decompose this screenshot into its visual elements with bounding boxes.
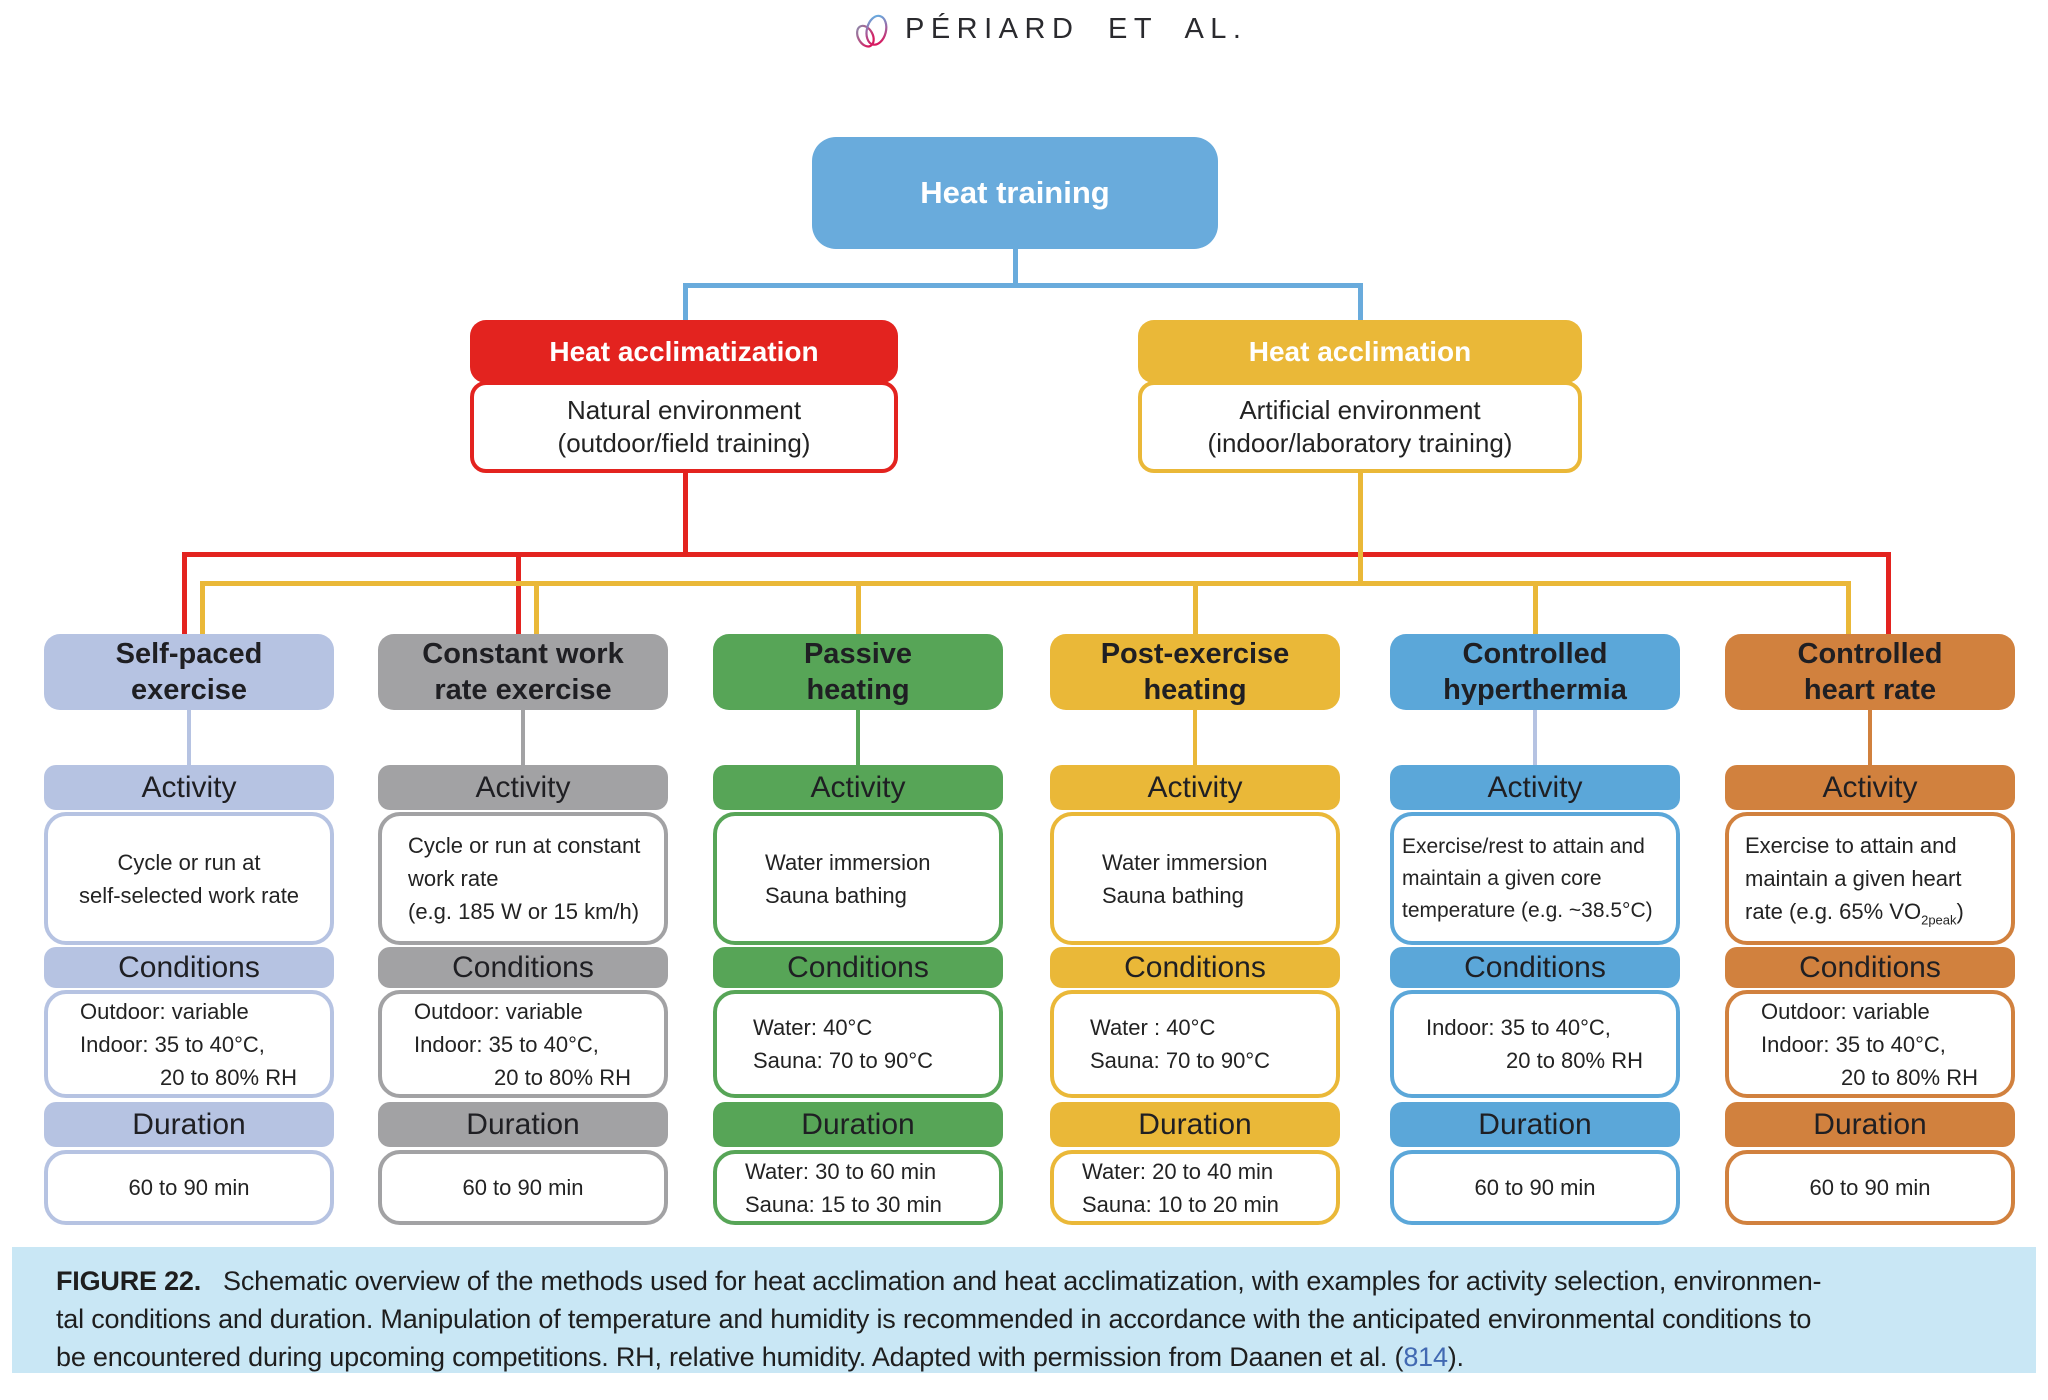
activity-label: Activity bbox=[378, 765, 668, 810]
conditions-line: Indoor: 35 to 40°C, bbox=[1426, 1015, 1611, 1040]
conditions-line: Outdoor: variable bbox=[1761, 998, 1930, 1024]
title-line: Post-exercise bbox=[1100, 638, 1290, 670]
activity-label: Activity bbox=[713, 765, 1003, 810]
duration-label: Duration bbox=[378, 1102, 668, 1147]
column-connector-line bbox=[187, 710, 191, 765]
acclimatization-environment-box bbox=[470, 381, 898, 473]
acclimatization-label: Heat acclimatization bbox=[470, 320, 898, 383]
connector-yellow-to-passive-heating bbox=[856, 581, 861, 634]
method-title bbox=[1390, 634, 1680, 710]
activity-line: temperature (e.g. ~38.5°C) bbox=[1402, 898, 1653, 922]
method-title bbox=[378, 634, 668, 710]
activity-line: maintain a given heart bbox=[1745, 866, 1962, 891]
duration-line: 60 to 90 min bbox=[128, 1175, 250, 1200]
connector-acclimation-stem bbox=[1358, 473, 1363, 586]
duration-label: Duration bbox=[1050, 1102, 1340, 1147]
activity-line: Exercise to attain and bbox=[1745, 833, 1957, 858]
conditions-line: 20 to 80% RH bbox=[160, 1064, 297, 1090]
title-line: rate exercise bbox=[434, 674, 612, 706]
method-column-post-exercise-heating bbox=[1050, 634, 1340, 1234]
activity-line: (e.g. 185 W or 15 km/h) bbox=[408, 899, 640, 924]
conditions-line: 20 to 80% RH bbox=[1841, 1064, 1978, 1090]
heat-training-node: Heat training bbox=[812, 137, 1218, 249]
duration-line: 60 to 90 min bbox=[1809, 1175, 1931, 1200]
conditions-line: 20 to 80% RH bbox=[1506, 1048, 1643, 1073]
method-title bbox=[1050, 634, 1340, 710]
connector-red-to-controlled-heart-rate bbox=[1886, 552, 1891, 634]
method-column-constant-work-rate bbox=[378, 634, 668, 1234]
connector-red-to-self-paced bbox=[182, 552, 187, 634]
conditions-label: Conditions bbox=[1390, 947, 1680, 988]
activity-line: self-selected work rate bbox=[78, 882, 300, 908]
connector-root-to-acclimatization bbox=[683, 283, 688, 320]
duration-line: Water: 30 to 60 min bbox=[745, 1158, 937, 1184]
activity-box bbox=[44, 812, 334, 945]
title-line: Passive bbox=[803, 638, 913, 670]
conditions-line: Indoor: 35 to 40°C, bbox=[1761, 1031, 1946, 1057]
conditions-line: Sauna: 70 to 90°C bbox=[753, 1048, 934, 1073]
conditions-box bbox=[713, 990, 1003, 1098]
method-column-controlled-hyperthermia bbox=[1390, 634, 1680, 1234]
conditions-box bbox=[1725, 990, 2015, 1098]
activity-line: Exercise/rest to attain and bbox=[1402, 834, 1645, 858]
connector-yellow-to-controlled-heart-rate bbox=[1846, 581, 1851, 634]
title-line: heating bbox=[806, 674, 910, 706]
activity-box bbox=[378, 812, 668, 945]
activity-box bbox=[713, 812, 1003, 945]
conditions-line: Sauna: 70 to 90°C bbox=[1090, 1048, 1271, 1073]
method-title bbox=[44, 634, 334, 710]
journal-logo-icon bbox=[850, 6, 894, 56]
title-line: Self-paced bbox=[115, 638, 263, 670]
conditions-label: Conditions bbox=[378, 947, 668, 988]
method-title bbox=[713, 634, 1003, 710]
title-line: Controlled bbox=[1797, 638, 1943, 670]
column-connector-line bbox=[521, 710, 525, 765]
caption-text: Schematic overview of the methods used for heat acclimation and heat acclimatization, with examples for activity selection, environmen- bbox=[223, 1266, 1822, 1296]
method-column-passive-heating bbox=[713, 634, 1003, 1234]
duration-label: Duration bbox=[713, 1102, 1003, 1147]
connector-yellow-to-constant-work bbox=[534, 581, 539, 634]
acclimation-label: Heat acclimation bbox=[1138, 320, 1582, 383]
connector-red-to-constant-work bbox=[516, 552, 521, 634]
caption-line bbox=[56, 1338, 1996, 1376]
branch-heat-acclimation bbox=[1138, 320, 1582, 473]
activity-line: work rate bbox=[408, 866, 499, 891]
caption-line: tal conditions and duration. Manipulation of temperature and humidity is recommended in accordance with the anticipated environmental conditions to bbox=[56, 1304, 1812, 1334]
duration-line: 60 to 90 min bbox=[1474, 1175, 1596, 1200]
conditions-line: Water : 40°C bbox=[1090, 1015, 1216, 1040]
activity-label: Activity bbox=[1390, 765, 1680, 810]
caption-text: ). bbox=[1447, 1342, 1464, 1372]
conditions-box bbox=[1050, 990, 1340, 1098]
activity-line: Sauna bathing bbox=[765, 882, 907, 908]
connector-yellow-to-controlled-hyperthermia bbox=[1533, 581, 1538, 634]
column-connector-line bbox=[1868, 710, 1872, 765]
conditions-label: Conditions bbox=[713, 947, 1003, 988]
activity-line: rate (e.g. 65% $VO_{2peak}$) bbox=[1745, 899, 1964, 928]
duration-box bbox=[1050, 1150, 1340, 1225]
connector-root-stem bbox=[1013, 249, 1018, 285]
conditions-label: Conditions bbox=[1050, 947, 1340, 988]
duration-line: 60 to 90 min bbox=[462, 1175, 584, 1200]
conditions-line: Indoor: 35 to 40°C, bbox=[414, 1031, 599, 1057]
duration-label: Duration bbox=[1725, 1102, 2015, 1147]
activity-line: Cycle or run at constant bbox=[408, 833, 641, 858]
method-column-self-paced-exercise bbox=[44, 634, 334, 1234]
environment-line: Natural environment bbox=[566, 395, 802, 425]
activity-line: Sauna bathing bbox=[1102, 882, 1244, 908]
duration-label: Duration bbox=[44, 1102, 334, 1147]
activity-label: Activity bbox=[1050, 765, 1340, 810]
method-title bbox=[1725, 634, 2015, 710]
duration-line: Sauna: 15 to 30 min bbox=[745, 1191, 942, 1217]
activity-line: Water immersion bbox=[1102, 849, 1268, 875]
conditions-line: Outdoor: variable bbox=[414, 998, 583, 1024]
connector-yellow-to-post-exercise bbox=[1193, 581, 1198, 634]
duration-box bbox=[378, 1150, 668, 1225]
connector-yellow-to-self-paced bbox=[200, 581, 205, 634]
duration-line: Sauna: 10 to 20 min bbox=[1082, 1191, 1279, 1217]
duration-box bbox=[1725, 1150, 2015, 1225]
environment-detail-line: (outdoor/field training) bbox=[557, 428, 811, 458]
conditions-line: Water: 40°C bbox=[753, 1015, 873, 1040]
caption-line bbox=[56, 1262, 1996, 1300]
connector-red-bus bbox=[182, 552, 1891, 557]
activity-label: Activity bbox=[44, 765, 334, 810]
duration-box bbox=[713, 1150, 1003, 1225]
connector-acclimatization-stem bbox=[683, 473, 688, 557]
conditions-line: 20 to 80% RH bbox=[494, 1064, 631, 1090]
journal-title: PÉRIARD ET AL. bbox=[905, 13, 1248, 45]
activity-line: maintain a given core bbox=[1402, 866, 1602, 890]
connector-root-bus bbox=[683, 283, 1363, 288]
column-connector-line bbox=[1533, 710, 1537, 765]
activity-box bbox=[1390, 812, 1680, 945]
connector-yellow-bus bbox=[200, 581, 1851, 586]
conditions-box bbox=[378, 990, 668, 1098]
title-line: exercise bbox=[130, 674, 248, 706]
connector-root-to-acclimation bbox=[1358, 283, 1363, 320]
title-line: heart rate bbox=[1803, 674, 1937, 706]
column-connector-line bbox=[856, 710, 860, 765]
figure-label: FIGURE 22. bbox=[56, 1266, 202, 1296]
column-connector-line bbox=[1193, 710, 1197, 765]
duration-box bbox=[1390, 1150, 1680, 1225]
activity-box bbox=[1050, 812, 1340, 945]
activity-line: Cycle or run at bbox=[117, 849, 261, 875]
title-line: hyperthermia bbox=[1443, 674, 1627, 706]
title-line: Controlled bbox=[1462, 638, 1608, 670]
activity-line: Water immersion bbox=[765, 849, 931, 875]
environment-line: Artificial environment bbox=[1239, 395, 1481, 425]
title-line: Constant work bbox=[422, 638, 624, 670]
method-column-controlled-heart-rate bbox=[1725, 634, 2015, 1234]
duration-label: Duration bbox=[1390, 1102, 1680, 1147]
title-line: heating bbox=[1143, 674, 1247, 706]
citation-link[interactable]: 814 bbox=[1403, 1342, 1448, 1372]
acclimation-environment-box bbox=[1138, 381, 1582, 473]
conditions-box bbox=[44, 990, 334, 1098]
conditions-label: Conditions bbox=[44, 947, 334, 988]
conditions-box bbox=[1390, 990, 1680, 1098]
caption-text: be encountered during upcoming competitions. RH, relative humidity. Adapted with permission from Daanen et al. ( bbox=[56, 1342, 1404, 1372]
conditions-line: Indoor: 35 to 40°C, bbox=[80, 1031, 265, 1057]
activity-box bbox=[1725, 812, 2015, 945]
figure-caption bbox=[12, 1247, 2036, 1373]
duration-line: Water: 20 to 40 min bbox=[1082, 1158, 1274, 1184]
duration-box bbox=[44, 1150, 334, 1225]
conditions-line: Outdoor: variable bbox=[80, 998, 249, 1024]
activity-label: Activity bbox=[1725, 765, 2015, 810]
conditions-label: Conditions bbox=[1725, 947, 2015, 988]
environment-detail-line: (indoor/laboratory training) bbox=[1207, 428, 1513, 458]
branch-heat-acclimatization bbox=[470, 320, 898, 473]
